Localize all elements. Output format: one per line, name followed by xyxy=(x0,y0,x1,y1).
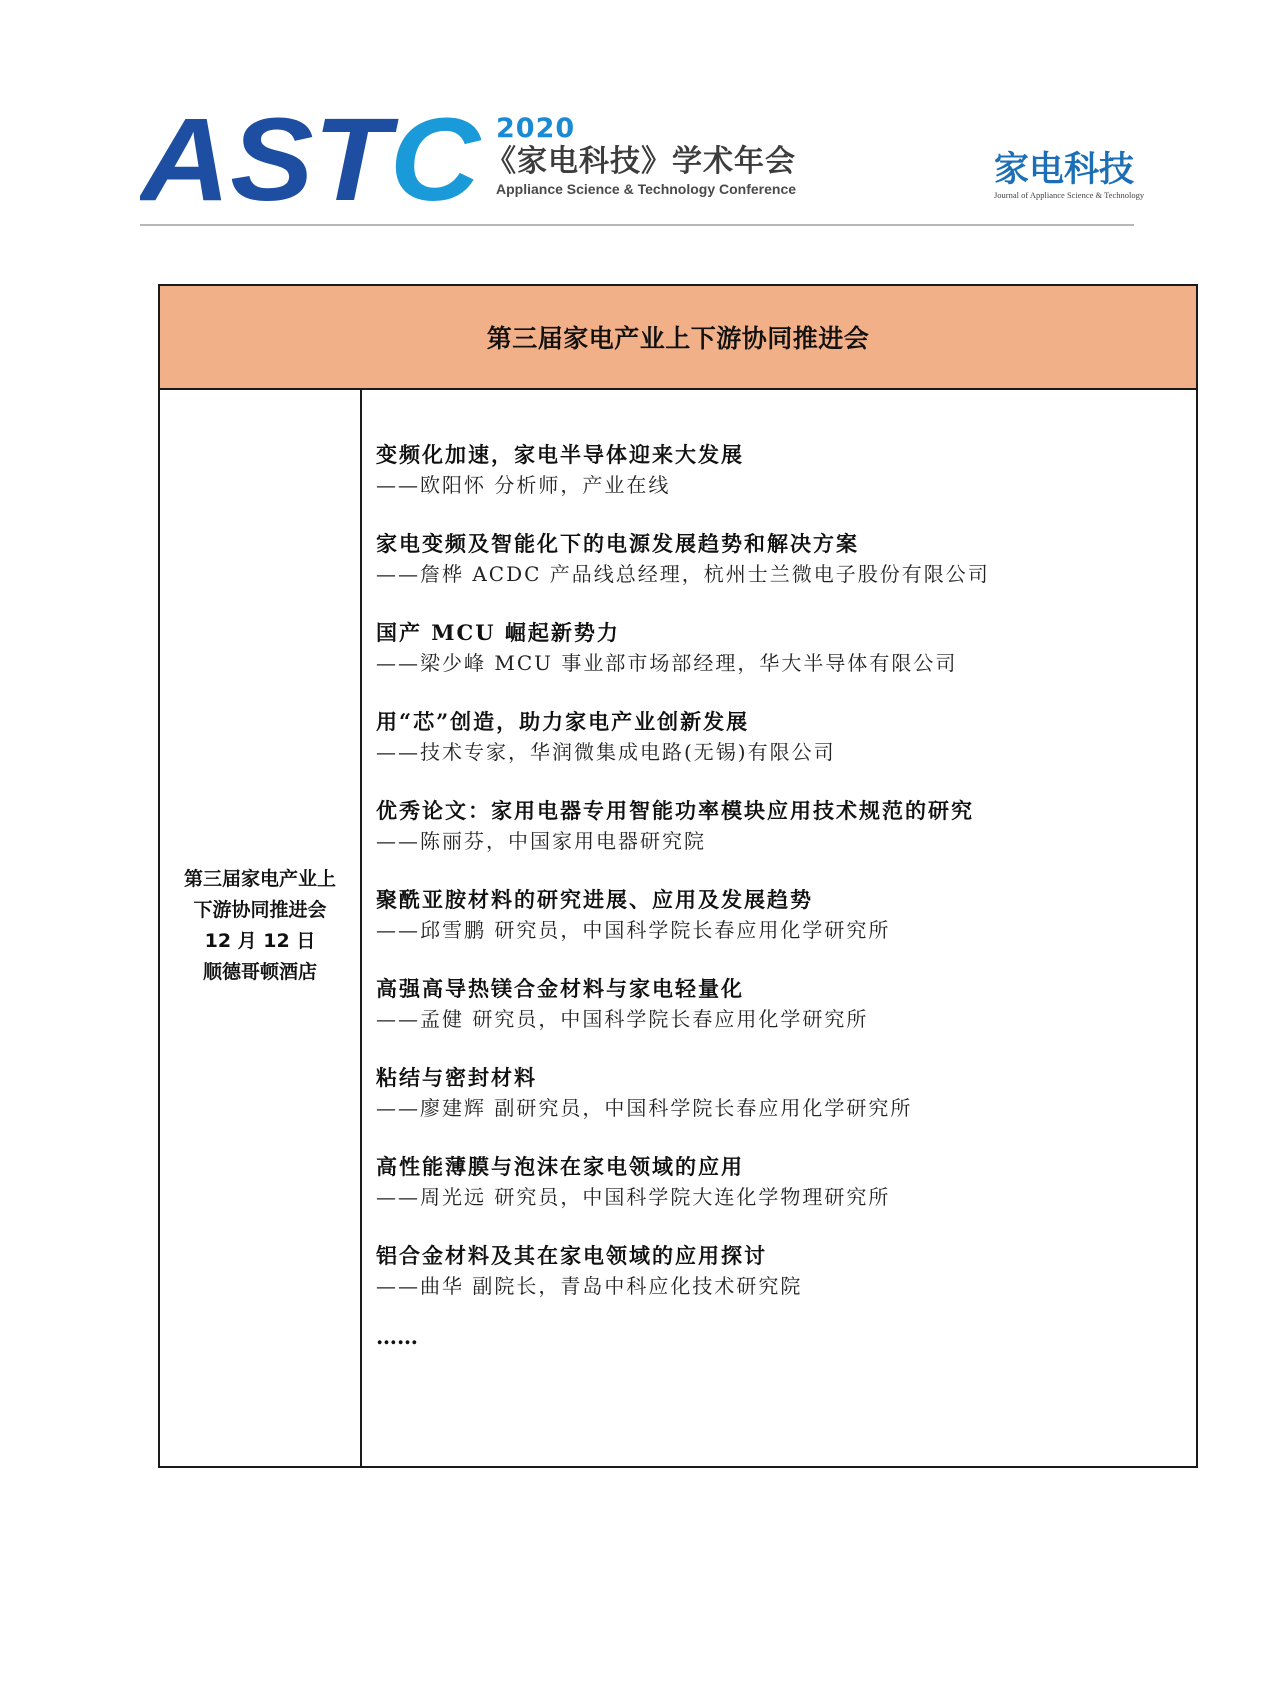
conference-name: 《家电科技》学术年会 xyxy=(486,144,796,179)
talk-speaker: ——周光远 研究员，中国科学院大连化学物理研究所 xyxy=(376,1185,891,1209)
talk-item xyxy=(376,1152,1176,1212)
header-divider xyxy=(140,224,1134,226)
table-title: 第三届家电产业上下游协同推进会 xyxy=(486,324,870,353)
session-venue: 顺德哥顿酒店 xyxy=(202,961,317,983)
astc-logo-text: AST C xyxy=(140,108,476,208)
agenda-table xyxy=(158,284,1198,1468)
talk-title: 铝合金材料及其在家电领域的应用探讨 xyxy=(376,1243,767,1268)
talk-item xyxy=(376,529,1176,589)
talk-speaker: ——欧阳怀 分析师，产业在线 xyxy=(376,473,671,497)
talk-item xyxy=(376,707,1176,767)
talk-item xyxy=(376,885,1176,945)
talk-item xyxy=(376,1063,1176,1123)
conference-year: 2020 xyxy=(496,113,576,144)
more-talks-ellipsis: …… xyxy=(376,1324,418,1349)
conference-title-block xyxy=(486,113,816,198)
session-name-line1: 第三届家电产业上 xyxy=(183,868,336,890)
talk-title: 高性能薄膜与泡沫在家电领域的应用 xyxy=(376,1154,744,1179)
journal-name: 家电科技 xyxy=(994,150,1135,190)
journal-name-en: Journal of Appliance Science & Technology xyxy=(994,190,1145,200)
talk-speaker: ——邱雪鹏 研究员，中国科学院长春应用化学研究所 xyxy=(376,918,891,942)
talk-item xyxy=(376,974,1176,1034)
page-header xyxy=(140,100,1145,226)
talk-title: 家电变频及智能化下的电源发展趋势和解决方案 xyxy=(376,531,859,556)
talk-title: 粘结与密封材料 xyxy=(376,1065,537,1090)
talk-speaker: ——梁少峰 MCU 事业部市场部经理，华大半导体有限公司 xyxy=(376,651,958,675)
journal-logo xyxy=(994,150,1145,200)
talk-speaker: ——孟健 研究员，中国科学院长春应用化学研究所 xyxy=(376,1007,869,1031)
session-date: 12 月 12 日 xyxy=(204,930,316,952)
session-info-cell xyxy=(160,388,362,1466)
table-header xyxy=(160,286,1196,390)
talk-title: 聚酰亚胺材料的研究进展、应用及发展趋势 xyxy=(376,887,813,912)
talk-speaker: ——陈丽芬，中国家用电器研究院 xyxy=(376,829,706,853)
session-name-line2: 下游协同推进会 xyxy=(193,899,327,921)
talk-item xyxy=(376,618,1176,678)
talk-title: 国产 MCU 崛起新势力 xyxy=(376,620,620,645)
talk-item xyxy=(376,440,1176,500)
talk-list xyxy=(376,440,1176,1352)
talk-speaker: ——詹桦 ACDC 产品线总经理，杭州士兰微电子股份有限公司 xyxy=(376,562,990,586)
talk-speaker: ——技术专家，华润微集成电路(无锡)有限公司 xyxy=(376,740,836,764)
talk-title: 优秀论文：家用电器专用智能功率模块应用技术规范的研究 xyxy=(376,798,974,823)
talk-item xyxy=(376,796,1176,856)
talk-title: 用“芯”创造，助力家电产业创新发展 xyxy=(376,709,750,734)
talk-item xyxy=(376,1241,1176,1301)
talk-speaker: ——廖建辉 副研究员，中国科学院长春应用化学研究所 xyxy=(376,1096,913,1120)
astc-logo xyxy=(140,108,485,208)
conference-name-en: Appliance Science & Technology Conference xyxy=(496,181,797,197)
talk-speaker: ——曲华 副院长，青岛中科应化技术研究院 xyxy=(376,1274,803,1298)
talk-title: 高强高导热镁合金材料与家电轻量化 xyxy=(376,976,744,1001)
talk-title: 变频化加速，家电半导体迎来大发展 xyxy=(376,442,744,467)
